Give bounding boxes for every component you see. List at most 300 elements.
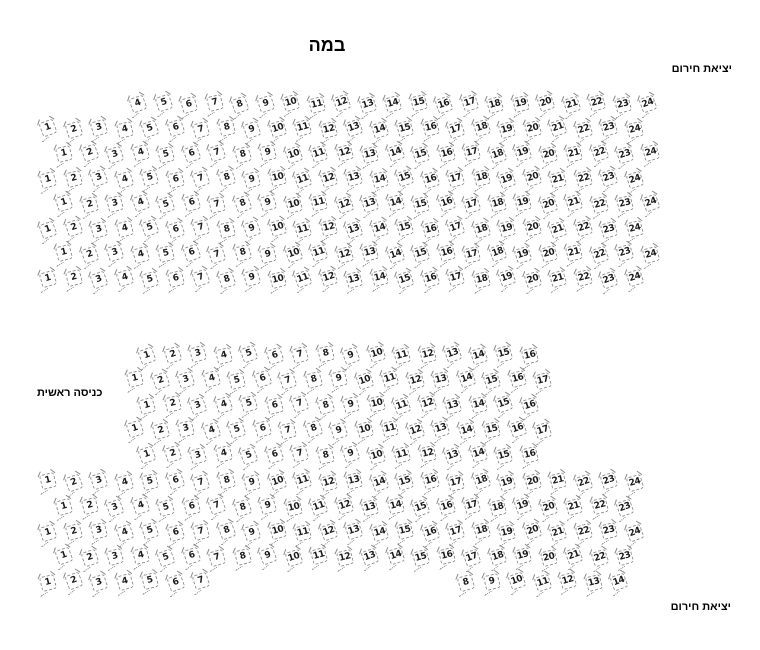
seat-top-r2-17[interactable] xyxy=(446,120,465,139)
seat-middle-r2-4[interactable] xyxy=(202,369,221,388)
seat-top-r3-15[interactable] xyxy=(412,146,431,165)
seat-middle-r1-6[interactable] xyxy=(265,347,284,366)
seat-bottom-r4-6[interactable] xyxy=(182,547,201,566)
seat-top-r1-12[interactable] xyxy=(332,94,351,113)
seat-top-r7-12[interactable] xyxy=(335,245,354,264)
seat-bottom-r2-17[interactable] xyxy=(463,496,482,515)
seat-middle-r4-2[interactable] xyxy=(151,421,170,440)
seat-bottom-r4-15[interactable] xyxy=(412,548,431,567)
seat-top-r7-5[interactable] xyxy=(157,245,175,263)
seat-top-r5-24[interactable] xyxy=(641,193,660,212)
seat-top-r1-5[interactable] xyxy=(154,93,173,112)
seat-bottom-r1-22[interactable] xyxy=(574,473,593,492)
seat-top-r3-3[interactable] xyxy=(106,145,125,164)
seat-top-r8-19[interactable] xyxy=(497,269,516,288)
seat-bottom-r5-1[interactable] xyxy=(39,574,57,592)
seat-top-r2-24[interactable] xyxy=(625,121,643,139)
seat-bottom-r4-9[interactable] xyxy=(258,546,277,565)
seat-middle-r1-3[interactable] xyxy=(189,344,208,363)
seat-top-r4-2[interactable] xyxy=(64,170,82,188)
seat-middle-r3-8[interactable] xyxy=(316,397,335,416)
seat-top-r8-10[interactable] xyxy=(268,271,286,289)
seat-top-r2-8[interactable] xyxy=(217,119,235,137)
seat-top-r6-4[interactable] xyxy=(115,220,133,238)
seat-top-r5-13[interactable] xyxy=(361,195,380,214)
seat-middle-r1-4[interactable] xyxy=(214,347,232,365)
seat-middle-r1-11[interactable] xyxy=(393,347,412,366)
seat-middle-r1-12[interactable] xyxy=(418,346,436,364)
seat-top-r3-20[interactable] xyxy=(539,146,558,165)
seat-top-r7-19[interactable] xyxy=(514,246,533,265)
seat-top-r6-17[interactable] xyxy=(446,219,465,238)
seat-bottom-r5-11[interactable] xyxy=(533,573,552,592)
seat-middle-r2-10[interactable] xyxy=(355,371,374,390)
seat-bottom-r1-18[interactable] xyxy=(472,472,491,491)
seat-top-r6-11[interactable] xyxy=(294,220,313,239)
seat-top-r2-1[interactable] xyxy=(38,118,57,137)
seat-top-r3-22[interactable] xyxy=(590,143,609,162)
seat-middle-r4-12[interactable] xyxy=(406,421,425,440)
seat-top-r2-12[interactable] xyxy=(319,121,337,139)
seat-bottom-r5-7[interactable] xyxy=(192,572,211,591)
seat-top-r7-9[interactable] xyxy=(259,246,277,264)
seat-top-r8-22[interactable] xyxy=(574,269,592,287)
seat-top-r5-2[interactable] xyxy=(80,196,99,215)
seat-top-r6-14[interactable] xyxy=(370,220,389,239)
seat-top-r7-20[interactable] xyxy=(539,245,558,264)
seat-middle-r4-3[interactable] xyxy=(177,420,195,438)
seat-top-r4-20[interactable] xyxy=(523,169,542,188)
seat-top-r8-1[interactable] xyxy=(39,270,58,289)
seat-bottom-r2-5[interactable] xyxy=(157,499,176,518)
seat-bottom-r1-6[interactable] xyxy=(166,471,185,490)
seat-top-r3-1[interactable] xyxy=(55,145,73,163)
seat-top-r1-19[interactable] xyxy=(511,95,529,113)
seat-bottom-r3-20[interactable] xyxy=(523,522,542,541)
seat-top-r8-4[interactable] xyxy=(115,269,134,288)
seat-top-r6-24[interactable] xyxy=(625,220,643,238)
seat-bottom-r3-21[interactable] xyxy=(549,524,568,543)
seat-middle-r4-17[interactable] xyxy=(534,421,553,440)
seat-top-r6-18[interactable] xyxy=(472,221,491,240)
seat-top-r3-16[interactable] xyxy=(437,145,456,164)
seat-middle-r4-11[interactable] xyxy=(381,420,399,438)
seat-top-r3-17[interactable] xyxy=(463,144,481,162)
seat-bottom-r3-5[interactable] xyxy=(141,522,160,541)
seat-bottom-r3-18[interactable] xyxy=(472,521,491,540)
seat-middle-r3-6[interactable] xyxy=(265,397,283,415)
seat-bottom-r3-19[interactable] xyxy=(498,524,516,542)
seat-top-r7-24[interactable] xyxy=(641,246,660,265)
seat-middle-r3-11[interactable] xyxy=(392,396,411,415)
seat-bottom-r4-7[interactable] xyxy=(208,549,227,568)
seat-bottom-r1-13[interactable] xyxy=(345,472,363,490)
seat-bottom-r2-6[interactable] xyxy=(182,498,200,516)
seat-top-r1-20[interactable] xyxy=(536,93,555,112)
seat-bottom-r4-19[interactable] xyxy=(514,546,533,565)
seat-bottom-r2-3[interactable] xyxy=(105,498,124,517)
seat-bottom-r1-21[interactable] xyxy=(549,472,567,490)
seat-middle-r5-11[interactable] xyxy=(393,446,412,465)
seat-top-r3-4[interactable] xyxy=(131,144,150,163)
seat-top-r6-16[interactable] xyxy=(421,221,439,239)
seat-middle-r5-9[interactable] xyxy=(341,445,360,464)
seat-top-r4-11[interactable] xyxy=(293,171,312,190)
seat-bottom-r4-13[interactable] xyxy=(360,547,379,566)
seat-middle-r4-7[interactable] xyxy=(279,422,297,440)
seat-top-r6-1[interactable] xyxy=(38,220,57,239)
seat-bottom-r3-17[interactable] xyxy=(447,523,466,542)
seat-top-r5-14[interactable] xyxy=(386,193,405,212)
seat-top-r6-22[interactable] xyxy=(574,219,593,238)
seat-bottom-r2-12[interactable] xyxy=(335,496,354,515)
seat-top-r6-5[interactable] xyxy=(140,218,159,237)
seat-top-r8-18[interactable] xyxy=(472,271,490,289)
seat-top-r4-12[interactable] xyxy=(319,170,338,189)
seat-top-r4-3[interactable] xyxy=(89,168,108,187)
seat-middle-r2-11[interactable] xyxy=(381,370,400,389)
seat-middle-r3-13[interactable] xyxy=(444,397,463,416)
seat-top-r1-13[interactable] xyxy=(358,96,377,115)
seat-bottom-r1-7[interactable] xyxy=(192,473,211,492)
seat-bottom-r2-16[interactable] xyxy=(437,498,456,517)
seat-top-r5-17[interactable] xyxy=(463,196,482,215)
seat-top-r5-18[interactable] xyxy=(488,195,507,214)
seat-top-r7-3[interactable] xyxy=(106,244,125,263)
seat-top-r1-6[interactable] xyxy=(180,95,199,114)
seat-top-r5-8[interactable] xyxy=(233,194,252,213)
seat-top-r8-3[interactable] xyxy=(89,270,108,289)
seat-middle-r2-6[interactable] xyxy=(253,370,272,389)
seat-top-r2-16[interactable] xyxy=(421,119,439,137)
seat-top-r2-18[interactable] xyxy=(472,119,491,138)
seat-middle-r4-1[interactable] xyxy=(126,419,145,438)
seat-top-r1-10[interactable] xyxy=(282,93,301,112)
seat-top-r5-22[interactable] xyxy=(590,196,609,215)
seat-top-r5-20[interactable] xyxy=(539,195,558,214)
seat-top-r5-1[interactable] xyxy=(55,194,74,213)
seat-top-r1-8[interactable] xyxy=(230,96,249,115)
seat-top-r4-5[interactable] xyxy=(141,169,160,188)
seat-top-r8-5[interactable] xyxy=(141,271,160,290)
seat-middle-r2-9[interactable] xyxy=(330,370,348,388)
seat-middle-r3-14[interactable] xyxy=(469,396,487,414)
seat-middle-r5-3[interactable] xyxy=(189,446,208,465)
seat-middle-r5-6[interactable] xyxy=(265,446,284,465)
seat-middle-r3-2[interactable] xyxy=(163,395,181,413)
seat-bottom-r1-9[interactable] xyxy=(243,474,261,492)
seat-top-r1-21[interactable] xyxy=(562,95,581,114)
seat-top-r5-4[interactable] xyxy=(131,193,150,212)
seat-middle-r3-12[interactable] xyxy=(418,395,437,414)
seat-bottom-r3-22[interactable] xyxy=(574,523,593,542)
seat-middle-r1-7[interactable] xyxy=(291,346,310,365)
seat-top-r4-13[interactable] xyxy=(345,168,364,187)
seat-middle-r2-3[interactable] xyxy=(177,371,196,390)
seat-bottom-r1-19[interactable] xyxy=(498,474,517,493)
seat-middle-r4-15[interactable] xyxy=(483,421,501,439)
seat-middle-r3-3[interactable] xyxy=(188,397,207,416)
seat-bottom-r5-3[interactable] xyxy=(90,574,109,593)
seat-bottom-r1-2[interactable] xyxy=(64,473,83,492)
seat-bottom-r4-1[interactable] xyxy=(54,547,73,566)
seat-top-r2-21[interactable] xyxy=(548,118,567,137)
seat-bottom-r3-23[interactable] xyxy=(600,522,618,540)
seat-middle-r1-13[interactable] xyxy=(443,344,462,363)
seat-bottom-r2-23[interactable] xyxy=(615,498,634,517)
seat-bottom-r5-12[interactable] xyxy=(559,572,578,591)
seat-top-r7-15[interactable] xyxy=(412,245,431,264)
seat-bottom-r2-2[interactable] xyxy=(80,497,98,515)
seat-bottom-r2-7[interactable] xyxy=(207,496,226,515)
seat-top-r7-18[interactable] xyxy=(488,244,507,263)
seat-middle-r5-15[interactable] xyxy=(495,447,514,466)
seat-middle-r1-15[interactable] xyxy=(495,345,514,364)
seat-middle-r5-12[interactable] xyxy=(418,445,436,463)
seat-bottom-r5-14[interactable] xyxy=(609,572,628,591)
seat-middle-r2-15[interactable] xyxy=(483,371,502,390)
seat-top-r8-21[interactable] xyxy=(549,270,568,289)
seat-top-r7-2[interactable] xyxy=(80,245,99,264)
seat-top-r1-16[interactable] xyxy=(434,95,453,114)
seat-middle-r5-2[interactable] xyxy=(163,444,182,463)
seat-top-r8-23[interactable] xyxy=(599,270,618,289)
seat-top-r2-9[interactable] xyxy=(242,121,261,140)
seat-top-r2-13[interactable] xyxy=(344,119,363,138)
seat-bottom-r3-3[interactable] xyxy=(90,522,108,540)
seat-middle-r5-10[interactable] xyxy=(367,447,386,466)
seat-middle-r5-8[interactable] xyxy=(316,447,334,465)
seat-middle-r5-4[interactable] xyxy=(214,445,232,463)
seat-bottom-r1-1[interactable] xyxy=(39,472,57,490)
seat-bottom-r2-10[interactable] xyxy=(284,499,302,517)
seat-top-r2-19[interactable] xyxy=(498,121,517,140)
seat-top-r8-16[interactable] xyxy=(421,270,440,289)
seat-bottom-r1-8[interactable] xyxy=(217,472,236,491)
seat-bottom-r2-11[interactable] xyxy=(309,497,328,516)
seat-top-r2-20[interactable] xyxy=(523,120,541,138)
seat-middle-r4-4[interactable] xyxy=(202,422,221,441)
seat-top-r6-7[interactable] xyxy=(192,219,211,238)
seat-top-r6-23[interactable] xyxy=(600,221,619,240)
seat-bottom-r4-2[interactable] xyxy=(80,549,99,568)
seat-bottom-r5-9[interactable] xyxy=(482,573,500,591)
seat-top-r4-8[interactable] xyxy=(217,168,236,187)
seat-top-r1-7[interactable] xyxy=(205,94,223,112)
seat-top-r1-9[interactable] xyxy=(256,95,275,114)
seat-bottom-r4-17[interactable] xyxy=(462,549,481,568)
seat-top-r3-6[interactable] xyxy=(182,144,201,163)
seat-middle-r3-10[interactable] xyxy=(367,395,385,413)
seat-top-r1-17[interactable] xyxy=(460,94,479,113)
seat-middle-r1-8[interactable] xyxy=(316,345,334,363)
seat-bottom-r3-4[interactable] xyxy=(115,523,134,542)
seat-middle-r2-1[interactable] xyxy=(126,370,144,388)
seat-top-r4-14[interactable] xyxy=(370,171,388,189)
seat-top-r2-11[interactable] xyxy=(294,118,313,137)
seat-bottom-r4-21[interactable] xyxy=(564,547,583,566)
seat-bottom-r2-21[interactable] xyxy=(565,498,584,517)
seat-middle-r1-10[interactable] xyxy=(367,345,386,364)
seat-bottom-r5-4[interactable] xyxy=(115,573,134,592)
seat-top-r7-23[interactable] xyxy=(616,244,635,263)
seat-middle-r5-16[interactable] xyxy=(520,446,538,464)
seat-top-r5-11[interactable] xyxy=(310,194,328,212)
seat-top-r8-12[interactable] xyxy=(319,268,338,287)
seat-bottom-r1-24[interactable] xyxy=(625,474,644,493)
seat-middle-r2-13[interactable] xyxy=(432,371,450,389)
seat-top-r3-9[interactable] xyxy=(259,144,277,162)
seat-top-r8-15[interactable] xyxy=(395,271,414,290)
seat-top-r7-17[interactable] xyxy=(463,246,481,264)
seat-top-r6-13[interactable] xyxy=(344,221,363,240)
seat-bottom-r4-4[interactable] xyxy=(131,547,149,565)
seat-top-r8-24[interactable] xyxy=(625,269,644,288)
seat-bottom-r4-8[interactable] xyxy=(233,548,251,566)
seat-top-r3-19[interactable] xyxy=(514,144,533,163)
seat-top-r6-15[interactable] xyxy=(396,218,415,237)
seat-top-r2-4[interactable] xyxy=(115,121,133,139)
seat-top-r6-19[interactable] xyxy=(498,220,517,239)
seat-top-r2-3[interactable] xyxy=(90,119,109,138)
seat-top-r1-24[interactable] xyxy=(638,94,657,113)
seat-top-r6-10[interactable] xyxy=(268,218,287,237)
seat-bottom-r3-8[interactable] xyxy=(217,521,236,540)
seat-top-r7-13[interactable] xyxy=(361,244,379,262)
seat-top-r3-14[interactable] xyxy=(386,144,405,163)
seat-bottom-r4-23[interactable] xyxy=(616,548,635,567)
seat-top-r1-23[interactable] xyxy=(613,96,631,114)
seat-top-r2-23[interactable] xyxy=(600,119,619,138)
seat-top-r2-15[interactable] xyxy=(396,120,415,139)
seat-top-r7-4[interactable] xyxy=(131,246,150,265)
seat-top-r4-15[interactable] xyxy=(395,169,414,188)
seat-top-r8-6[interactable] xyxy=(166,270,184,288)
seat-middle-r5-13[interactable] xyxy=(443,446,462,465)
seat-top-r7-6[interactable] xyxy=(182,243,201,262)
seat-bottom-r4-5[interactable] xyxy=(156,548,175,567)
seat-top-r3-12[interactable] xyxy=(335,143,354,162)
seat-bottom-r3-14[interactable] xyxy=(370,523,389,542)
seat-bottom-r1-15[interactable] xyxy=(396,473,415,492)
seat-middle-r3-5[interactable] xyxy=(240,394,259,413)
seat-bottom-r3-16[interactable] xyxy=(421,524,440,543)
seat-top-r4-1[interactable] xyxy=(39,171,58,190)
seat-bottom-r5-5[interactable] xyxy=(141,572,159,590)
seat-middle-r5-7[interactable] xyxy=(291,444,310,463)
seat-middle-r2-8[interactable] xyxy=(304,371,323,390)
seat-top-r1-15[interactable] xyxy=(409,94,427,112)
seat-top-r5-21[interactable] xyxy=(565,194,584,213)
seat-top-r7-8[interactable] xyxy=(233,244,252,263)
seat-top-r6-20[interactable] xyxy=(523,219,541,237)
seat-top-r4-18[interactable] xyxy=(472,169,490,187)
seat-bottom-r2-22[interactable] xyxy=(590,497,608,515)
seat-middle-r2-12[interactable] xyxy=(406,372,425,391)
seat-bottom-r4-12[interactable] xyxy=(335,549,353,567)
seat-top-r8-20[interactable] xyxy=(523,271,542,290)
seat-bottom-r3-11[interactable] xyxy=(294,524,312,542)
seat-bottom-r3-13[interactable] xyxy=(345,521,364,540)
seat-bottom-r2-19[interactable] xyxy=(513,497,532,516)
seat-top-r8-2[interactable] xyxy=(64,269,82,287)
seat-middle-r5-1[interactable] xyxy=(137,445,156,464)
seat-top-r5-7[interactable] xyxy=(208,196,226,214)
seat-bottom-r4-14[interactable] xyxy=(386,546,405,565)
seat-top-r3-5[interactable] xyxy=(157,146,175,164)
seat-bottom-r1-14[interactable] xyxy=(370,474,389,493)
seat-top-r2-10[interactable] xyxy=(268,120,287,139)
seat-top-r7-16[interactable] xyxy=(437,243,456,262)
seat-top-r3-10[interactable] xyxy=(284,146,303,165)
seat-middle-r5-14[interactable] xyxy=(469,445,488,464)
seat-middle-r4-8[interactable] xyxy=(304,420,323,439)
seat-bottom-r1-11[interactable] xyxy=(294,471,313,490)
seat-bottom-r2-8[interactable] xyxy=(233,498,252,517)
seat-bottom-r4-11[interactable] xyxy=(310,547,329,566)
seat-top-r5-5[interactable] xyxy=(157,195,176,214)
seat-top-r5-15[interactable] xyxy=(412,196,430,214)
seat-middle-r2-14[interactable] xyxy=(457,369,476,388)
seat-middle-r1-5[interactable] xyxy=(239,345,258,364)
seat-top-r6-6[interactable] xyxy=(166,220,185,239)
seat-top-r7-7[interactable] xyxy=(208,245,227,264)
seat-middle-r4-6[interactable] xyxy=(253,419,272,438)
seat-top-r5-23[interactable] xyxy=(616,195,634,213)
seat-top-r8-14[interactable] xyxy=(370,269,388,287)
seat-bottom-r1-3[interactable] xyxy=(90,472,109,491)
seat-top-r6-9[interactable] xyxy=(242,219,261,238)
seat-middle-r2-7[interactable] xyxy=(279,372,298,391)
seat-middle-r1-14[interactable] xyxy=(469,346,488,365)
seat-bottom-r1-20[interactable] xyxy=(523,473,542,492)
seat-top-r1-4[interactable] xyxy=(128,94,147,113)
seat-middle-r4-5[interactable] xyxy=(228,421,247,440)
seat-bottom-r1-17[interactable] xyxy=(447,474,465,492)
seat-middle-r4-13[interactable] xyxy=(432,420,451,439)
seat-bottom-r1-5[interactable] xyxy=(141,473,159,491)
seat-top-r5-19[interactable] xyxy=(514,194,532,212)
seat-top-r8-17[interactable] xyxy=(447,268,466,287)
seat-bottom-r1-4[interactable] xyxy=(115,474,134,493)
seat-middle-r3-15[interactable] xyxy=(494,394,513,413)
seat-middle-r1-16[interactable] xyxy=(520,347,538,365)
seat-middle-r3-7[interactable] xyxy=(290,395,309,414)
seat-top-r7-22[interactable] xyxy=(590,245,609,264)
seat-bottom-r5-6[interactable] xyxy=(166,573,185,592)
seat-top-r5-16[interactable] xyxy=(437,194,456,213)
seat-top-r3-8[interactable] xyxy=(233,145,252,164)
seat-top-r7-10[interactable] xyxy=(284,244,303,263)
seat-top-r3-24[interactable] xyxy=(641,144,660,163)
seat-bottom-r2-20[interactable] xyxy=(539,499,558,518)
seat-top-r2-7[interactable] xyxy=(192,120,211,139)
seat-bottom-r2-14[interactable] xyxy=(386,497,404,515)
seat-bottom-r5-8[interactable] xyxy=(457,574,476,593)
seat-top-r4-7[interactable] xyxy=(191,169,210,188)
seat-middle-r2-2[interactable] xyxy=(151,372,170,391)
seat-bottom-r2-4[interactable] xyxy=(131,497,150,516)
seat-top-r2-5[interactable] xyxy=(140,119,159,138)
seat-top-r6-2[interactable] xyxy=(64,219,83,238)
seat-top-r6-8[interactable] xyxy=(217,221,235,239)
seat-top-r6-3[interactable] xyxy=(90,221,109,240)
seat-top-r7-1[interactable] xyxy=(55,244,73,262)
seat-bottom-r3-6[interactable] xyxy=(166,524,185,543)
seat-bottom-r4-22[interactable] xyxy=(590,549,609,568)
seat-top-r5-6[interactable] xyxy=(182,194,201,213)
seat-middle-r2-16[interactable] xyxy=(508,370,527,389)
